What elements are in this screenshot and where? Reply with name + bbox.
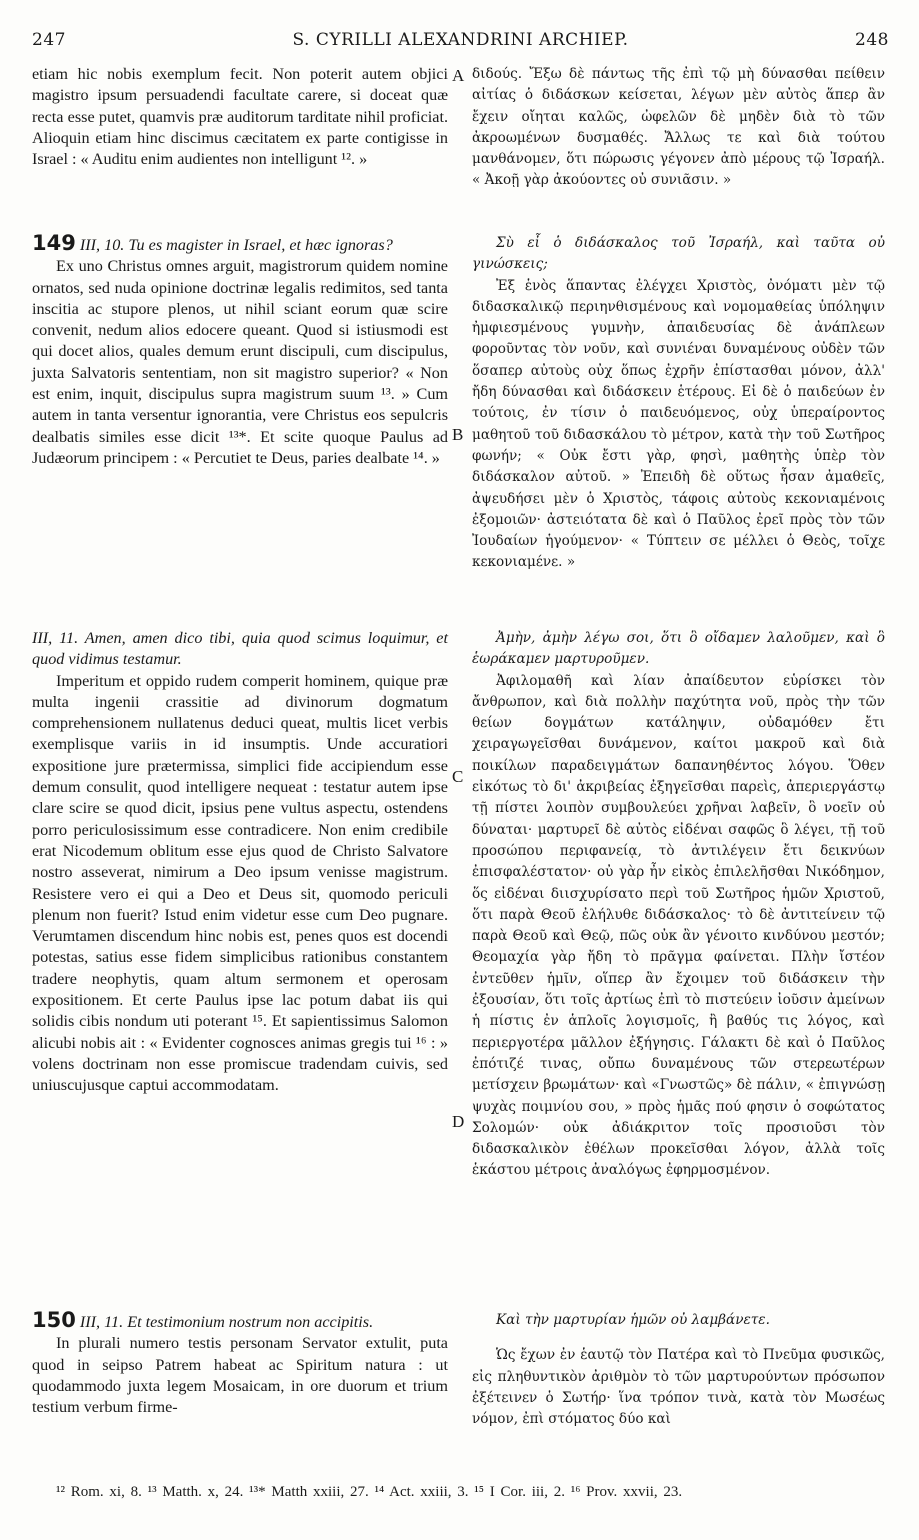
footnotes: ¹² Rom. xi, 8. ¹³ Matth. x, 24. ¹³* Matth xxiii, 27. ¹⁴ Act. xxiii, 3. ¹⁵ I Cor. iii, 2. ¹⁶ Prov. xxvii, 23. (56, 1484, 683, 1500)
section-150 (32, 1310, 448, 1418)
running-header (32, 30, 889, 56)
greek-block-2 (472, 233, 885, 574)
greek-paragraph: διδούς. Ἔξω δὲ πάντως τῆς ἐπὶ τῷ μὴ δύνασθαι πείθειν αἰτίας ὁ διδάσκων κείσεται, λέγων μὲν αὐτὸς ἅπερ ἂν ἔχειν οἴηται καλῶς, ὠφελῶν δὲ μηδὲν διὰ τὸ τῶν ἀκροωμένων δυσμαθές. Ἄλλως τε καὶ διὰ τούτου μανθάνομεν, ὅτι πώρωσις γέγονεν ἀπὸ μέρους τῷ Ἰσραήλ. « Ἀκοῇ γὰρ ἀκούοντες οὐ συνιᾶσιν. » (472, 66, 885, 189)
running-title: S. CYRILLI ALEXANDRINI ARCHIEP. (292, 30, 629, 50)
left-page-number: 247 (32, 30, 66, 50)
section-149 (32, 233, 448, 469)
greek-paragraph: Ὡς ἔχων ἐν ἑαυτῷ τὸν Πατέρα καὶ τὸ Πνεῦμα φυσικῶς, εἰς πληθυντικὸν ἀριθμὸν τὸ τῶν μαρτυρούντων πρόσωπον ἐξέτεινεν ὁ Σωτήρ· ἵνα τρόπον τινὰ, κατὰ τὸν Μωσέως νόμον, ἐπὶ στόματος δύο καὶ (472, 1347, 885, 1428)
greek-paragraph: Ἐξ ἑνὸς ἅπαντας ἐλέγχει Χριστὸς, ὀνόματι μὲν τῷ διδασκαλικῷ περιηνθισμένους καὶ νομομαθείας ὑπόληψιν ἠμφιεσμένους γυμνὴν, ἀπαιδευσίας δὲ ἀνάπλεων φοροῦντας τὸν νοῦν, καὶ συνιέναι δυναμένους οὐδὲν τῶν ὅσαπερ αὐτοὺς οὐχ ὅπως ἐχρῆν ἐπίστασθαι μόνον, ἀλλ' ἤδη δύνασθαι καὶ διδάσκειν ἑτέρους. Εἰ δὲ ὁ παιδεύων ἐν τούτοις, ἐν τίσιν ὁ παιδευόμενος, οὐχ ὑπεραίροντος μαθητοῦ τοῦ διδασκάλου τὸ μέτρον, κατὰ τὴν τοῦ Σωτῆρος φωνήν; « Οὐκ ἔστι γὰρ, φησὶ, μαθητὴς ὑπὲρ τὸν διδάσκαλον αὐτοῦ. » Ἐπειδὴ δὲ οὕτως ἦσαν ἀμαθεῖς, ἀψευδήσει μὲν ὁ Χριστὸς, τάφοις αὐτοὺς κεκονιαμένοις ἐξομοιῶν· ἀστειότατα δὲ καὶ ὁ Παῦλος ἐρεῖ πρὸς τὸν τῶν Ἰουδαίων ἡγούμενον· « Τύπτειν σε μέλλει ὁ Θεὸς, τοῖχε κεκονιαμένε. » (472, 277, 885, 571)
latin-paragraph: etiam hic nobis exemplum fecit. Non poterit autem objici magistro ipsum persuadendi facultate carere, si doceat quæ recta esse putet, quamvis præ auditorum tarditate nihil proficiat. Alioquin etiam hinc discimus cæcitatem ex parte contigisse in Israel : « Auditu enim audientes non intelligunt ¹². » (32, 65, 448, 169)
greek-paragraph: Ἀφιλομαθῆ καὶ λίαν ἀπαίδευτον εὑρίσκει τὸν ἄνθρωπον, καὶ διὰ πολλὴν παχύτητα νοῦ, πρὸς τὴν τῶν θείων δογμάτων κατάληψιν, οὐδαμόθεν ἔτι χειραγωγεῖσθαι δυνάμενον, καίτοι μακροῦ καὶ διὰ ποικίλων παραδειγμάτων δαπανηθέντος λόγου. Ὅθεν εἰκότως τὸ δι' ἀκριβείας ἐξηγεῖσθαι παρεὶς, ἀπεριεργάστῳ τῇ πίστει λοιπὸν συμβουλεύει χρῆναι λαβεῖν, ὃ νοεῖν οὐ δύναται· μαρτυρεῖ δὲ αὐτὸς εἰδέναι σαφῶς ὃ λέγει, τῇ τοῦ προσώπου περιφανείᾳ, τὸ ἀντιλέγειν ἔτι δεικνύων ἐπισφαλέστατον· οὐ γὰρ ἦν εἰκὸς ἐπιλελῆσθαι Νικόδημον, ὅς εἰδέναι διισχυρίσατο περὶ τοῦ Σωτῆρος ἡμῶν Χριστοῦ, ὅτι παρὰ Θεοῦ ἐλήλυθε διδάσκαλος· τὸ δὲ ἀντιτείνειν τῷ παρὰ Θεοῦ καὶ Θεῷ, πῶς οὐκ ἂν γένοιτο κινδύνου μεστόν; Θεομαχία γὰρ ἤδη τὸ πρᾶγμα φαίνεται. Πλὴν ἴστέον ἐντεῦθεν ἡμῖν, οἵπερ ἂν ἔχοιμεν τοῦ διδάσκειν τὴν ἐξουσίαν, ὅτι τοῖς ἀρτίως ἐπὶ τὸ πιστεύειν ἰοῦσιν ἀμείνων ἡ πίστις ἐν ἁπλοῖς λογισμοῖς, ἢ βαθύς τις λόγος, καὶ περιεργοτέρα μᾶλλον ἐξήγησις. Γάλακτι δὲ καὶ ὁ Παῦλος ἐπότιζέ τινας, οὔπω δυναμένους τῶν στερεωτέρων μετίσχειν βρωμάτων· καὶ «Γνωστῶς» δὲ πάλιν, « ἐπιγνώσῃ ψυχὰς ποιμνίου σου, » πρὸς ἡμᾶς πού φησιν ὁ σοφώτατος Σολομών· οὐκ ἀδιάκριτον τοῖς προσιοῦσι τὸν διδασκαλικὸν ἐθέλων προκεῖσθαι λόγον, ἀλλὰ τοῖς ἑκάστου μέτροις ἀναλόγως ἐφηρμοσμένον. (472, 672, 885, 1179)
lemma: Καὶ τὴν μαρτυρίαν ἡμῶν οὐ λαμβάνετε. (496, 1312, 770, 1328)
margin-letter-d: D (452, 1112, 465, 1131)
latin-block-1 (32, 64, 448, 170)
margin-letter-c: C (452, 767, 464, 786)
section-number: 150 (32, 1308, 76, 1332)
lemma: Ἀμὴν, ἀμὴν λέγω σοι, ὅτι ὃ οἴδαμεν λαλοῦμεν, καὶ ὃ ἑωράκαμεν μαρτυροῦμεν. (472, 630, 885, 668)
latin-paragraph: Imperitum et oppido rudem comperit hominem, quique præ multa ingenii crassitie ad divinorum dogmatum comprehensionem nullatenus deduci queat, multis licet verbis exemplisque variis in id insumptis. Unde accuratiori expositione jure prætermissa, simplici fide accipiendum esse demum consulit, quod intelligere nequeat : testatur autem ipse clare scire se quod dicit, ipsius pene vultus aspectu, ostendens porro periculosissimum esse contradicere. Non enim credibile erat Nicodemum oblitum esse ejus quod de Christo Salvatore nostro asseverat, nimirum a Deo ipsum venisse magistrum. Resistere vero ei qui a Deo et Deus sit, quomodo periculi plenum non fuerit? Istud enim videtur esse cum Deo pugnare. Verumtamen discendum hinc nobis est, penes quos est docendi potestas, satius esse fidem simplicibus rationibus constantem tradere neophytis, quam altum sermonem et operosam expositionem. Et certe Paulus ipse lac potum dabat iis qui solidis cibis nondum uti poterant ¹⁵. Et sapientissimus Salomon alicubi nobis ait : « Evidenter cognosces animas gregis tui ¹⁶ : » volens doctrinam non esse promiscue tradendam cuivis, sed uniuscujusque captui accommodatam. (32, 671, 448, 1095)
margin-letter-b: B (452, 425, 464, 444)
lemma: III, 11. Et testimonium nostrum non accipitis. (79, 1313, 374, 1331)
margin-letter-a: A (452, 66, 465, 85)
greek-block-3 (472, 628, 885, 1182)
greek-block-1 (472, 64, 885, 192)
latin-paragraph: In plurali numero testis personam Servator extulit, puta quod in seipso Patrem habeat ac Spiritum natura : ut quodammodo juxta legem Mosaicam, in ore duorum et trium testium verbum firme- (32, 1334, 448, 1417)
right-page-number: 248 (855, 30, 889, 50)
greek-block-4 (472, 1310, 885, 1430)
latin-paragraph: Ex uno Christus omnes arguit, magistrorum quidem nomine ornatos, sed nuda opinione doctrinæ legalis redimitos, sed tanta inscitia ac stupore plenos, ut nihil sciant eorum quæ scire convenit, nedum alios edocere queant. Quod si istiusmodi est qui docet alios, quales demum erunt discipuli, cum discipulus, juxta Salvatoris sententiam, non sit magistro superior? « Non est enim, inquit, discipulus supra magistrum suum ¹³. » Cum autem in tanta versentur ignorantia, vere Christus eos sepulcris dealbatis similes esse dicit ¹³*. Et scite quoque Paulus ad Judæorum principem : « Percutiet te Deus, paries dealbate ¹⁴. » (32, 257, 448, 467)
section-number: 149 (32, 231, 76, 255)
lemma: III, 11. Amen, amen dico tibi, quia quod scimus loquimur, et quod vidimus testamur. (32, 629, 448, 669)
lemma: III, 10. Tu es magister in Israel, et hæc ignoras? (79, 236, 393, 254)
lemma: Σὺ εἶ ὁ διδάσκαλος τοῦ Ἰσραήλ, καὶ ταῦτα οὐ γινώσκεις; (472, 235, 885, 273)
latin-block-3 (32, 628, 448, 1097)
